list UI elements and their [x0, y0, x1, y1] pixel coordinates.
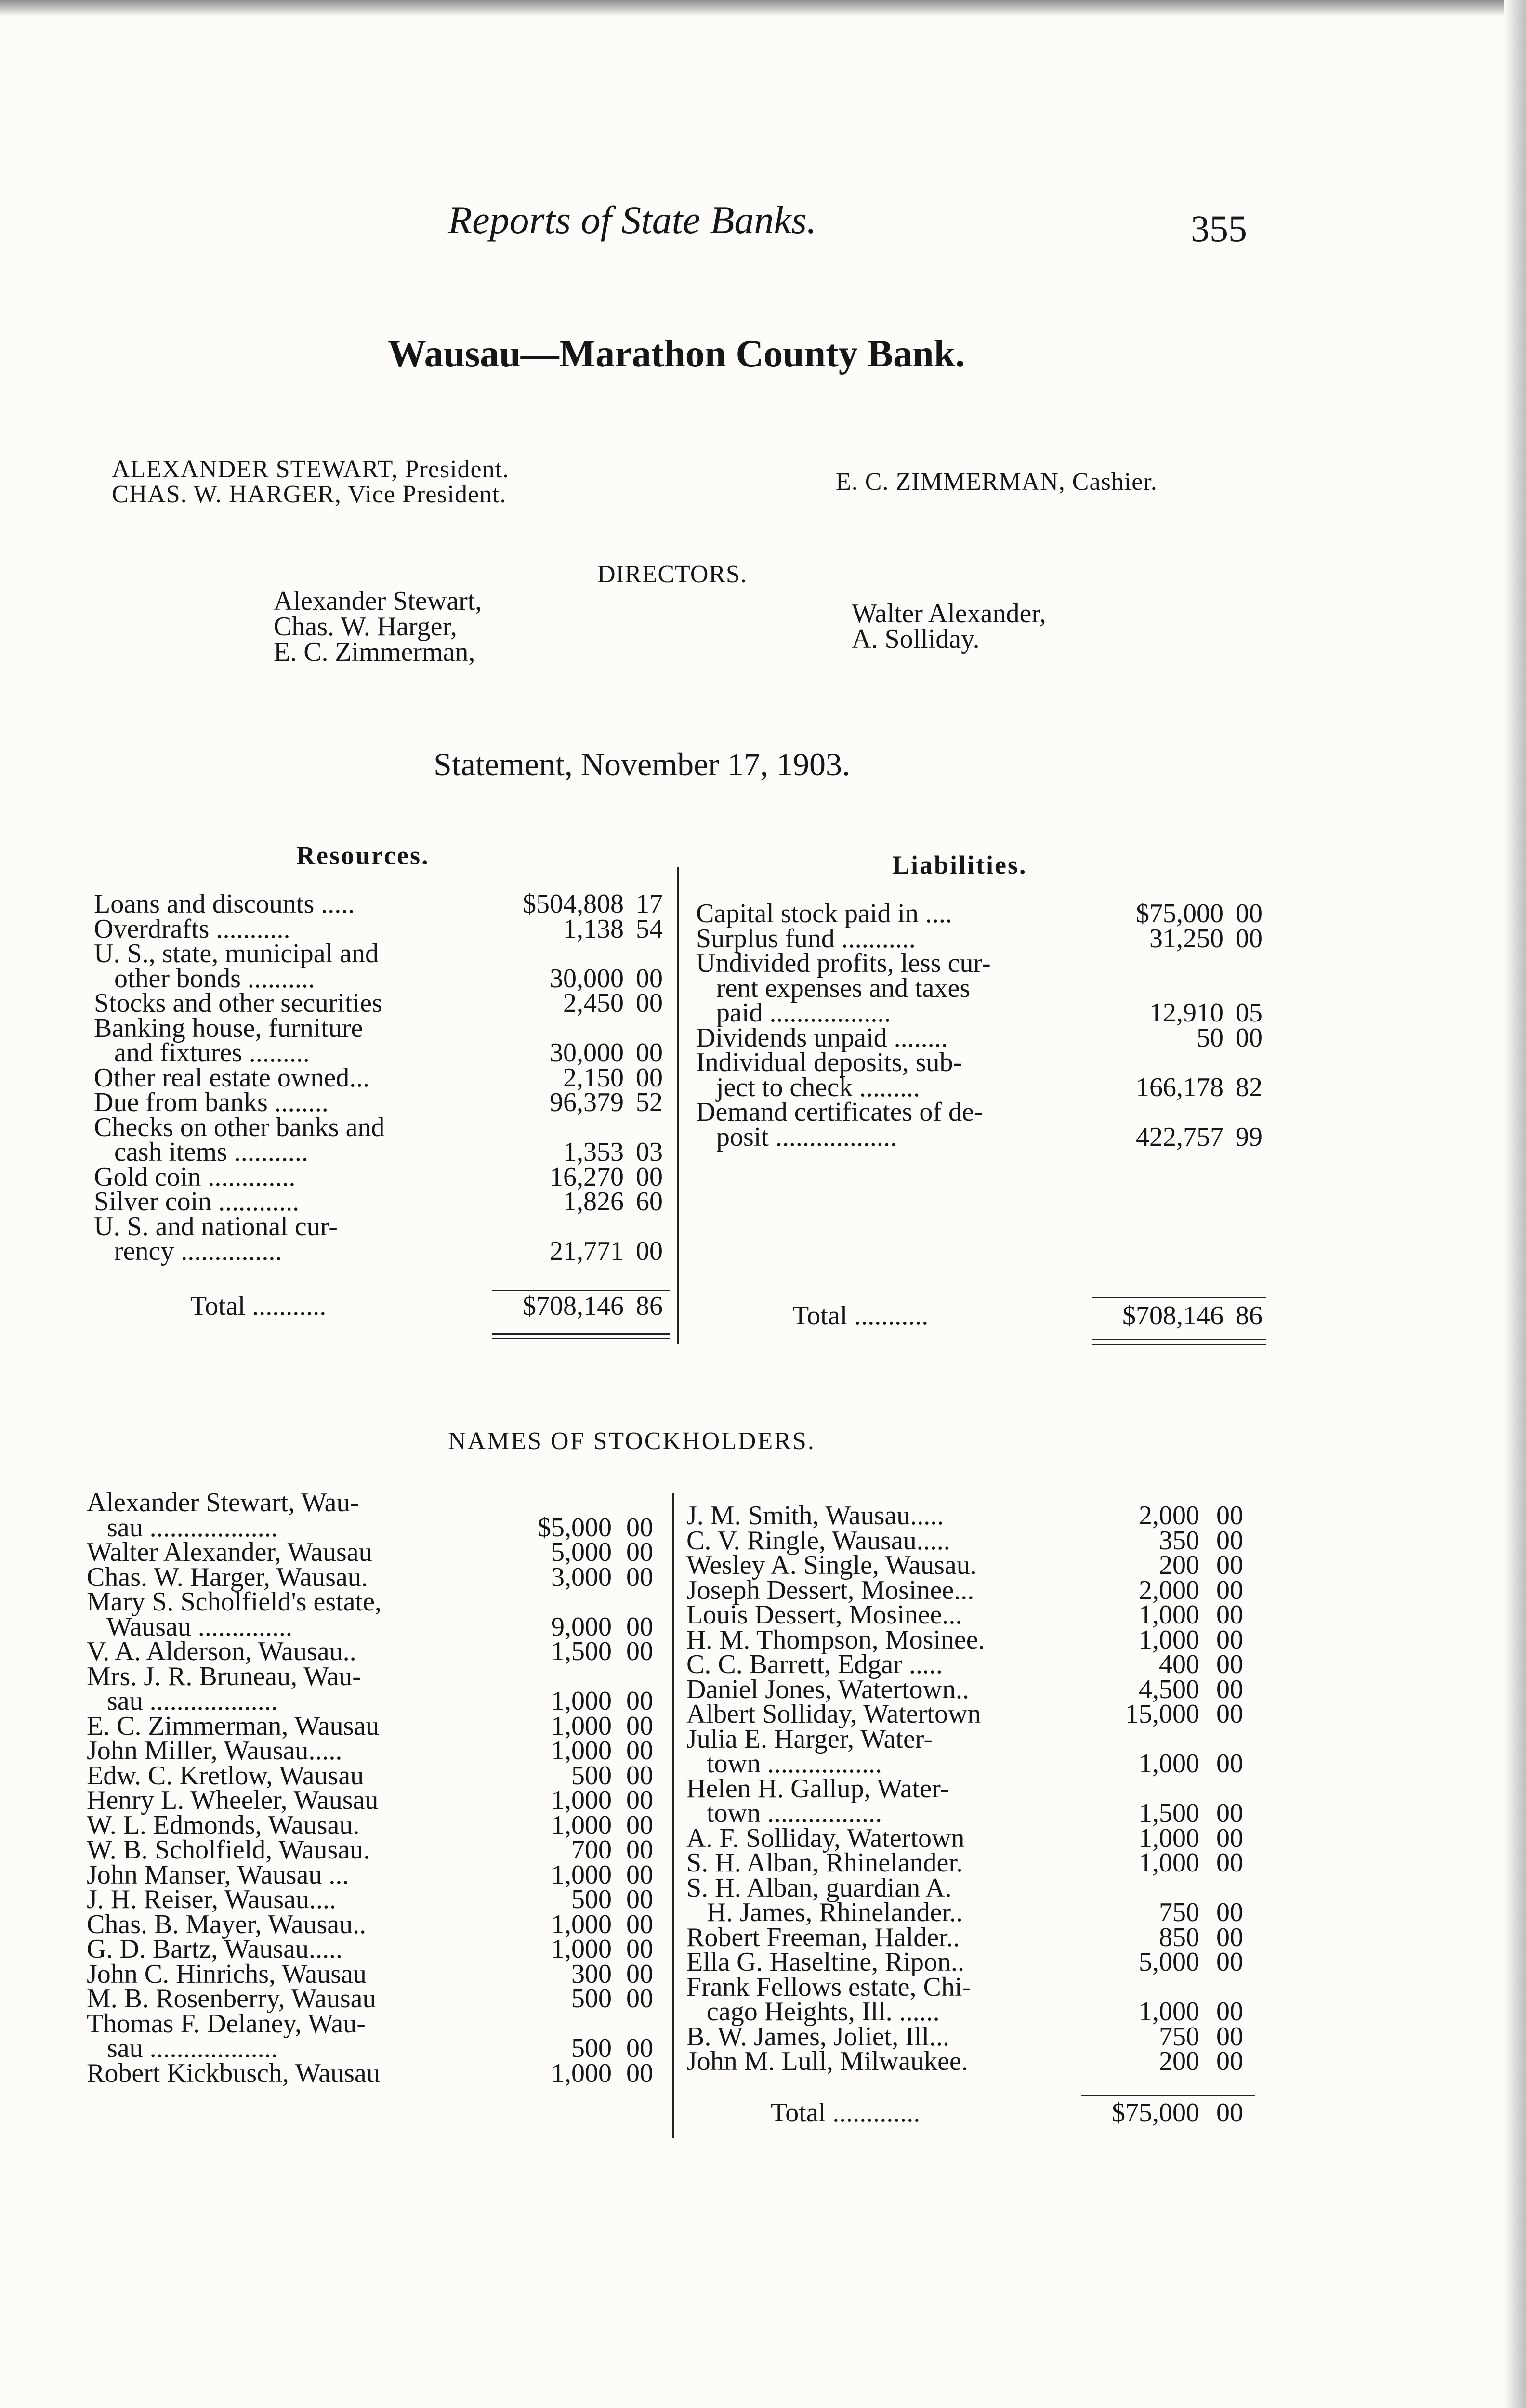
ledger-label: V. A. Alderson, Wausau.. [87, 1636, 356, 1666]
ledger-cents: 00 [626, 1859, 653, 1890]
ledger-row [696, 923, 1272, 954]
ledger-cents: 17 [636, 889, 663, 919]
ledger-dollars: 700 [571, 1835, 612, 1865]
ledger-label: M. B. Rosenberry, Wausau [87, 1984, 376, 2014]
ledger-row [94, 1013, 674, 1043]
ledger-row [94, 1162, 674, 1192]
ledger-dollars: 96,379 [550, 1087, 624, 1117]
ledger-label: J. M. Smith, Wausau..... [686, 1501, 944, 1531]
ledger-dollars: 50 [1197, 1022, 1223, 1053]
ledger-cents: 52 [636, 1087, 663, 1117]
ledger-label: John Miller, Wausau..... [87, 1736, 342, 1766]
ledger-label: cago Heights, Ill. ...... [686, 1997, 940, 2027]
ledger-dollars: 1,000 [551, 1736, 612, 1766]
ledger-dollars: 5,000 [551, 1537, 612, 1567]
ledger-cents: 00 [626, 1636, 653, 1666]
ledger-label: Henry L. Wheeler, Wausau [87, 1785, 379, 1815]
ledger-label: Chas. W. Harger, Wausau. [87, 1562, 368, 1592]
ledger-dollars: 850 [1159, 1922, 1199, 1952]
ledger-dollars: 1,000 [551, 1810, 612, 1840]
ledger-label: E. C. Zimmerman, Wausau [87, 1711, 380, 1741]
directors-left [274, 586, 482, 667]
statement-column-rule [677, 867, 679, 1344]
ledger-row [87, 1512, 665, 1543]
ledger-dollars: 1,000 [551, 1686, 612, 1716]
ledger-dollars: 500 [571, 1984, 612, 2014]
ledger-label: C. C. Barrett, Edgar ..... [686, 1649, 943, 1679]
ledger-dollars: 500 [571, 2033, 612, 2063]
ledger-dollars: 1,000 [551, 1859, 612, 1890]
ledger-row [94, 963, 674, 994]
ledger-label: Loans and discounts ..... [94, 889, 355, 919]
director-name: A. Solliday. [852, 624, 980, 654]
bank-title: Wausau—Marathon County Bank. [388, 333, 965, 375]
liabilities-total-dollars: $708,146 [1122, 1301, 1223, 1331]
ledger-dollars: 1,000 [551, 1934, 612, 1964]
ledger-label: rent expenses and taxes [696, 973, 971, 1003]
ledger-label: Chas. B. Mayer, Wausau.. [87, 1909, 367, 1939]
ledger-cents: 00 [1236, 1022, 1263, 1053]
ledger-row [87, 1487, 665, 1518]
ledger-row [87, 1586, 665, 1617]
ledger-row [87, 1983, 665, 2014]
director-name: Walter Alexander, [852, 599, 1046, 628]
ledger-row [87, 1760, 665, 1791]
directors-right [852, 601, 1046, 652]
ledger-dollars: 4,500 [1139, 1674, 1199, 1704]
ledger-dollars: 12,910 [1149, 998, 1223, 1028]
ledger-label: W. L. Edmonds, Wausau. [87, 1810, 360, 1840]
ledger-label: Robert Kickbusch, Wausau [87, 2058, 380, 2088]
ledger-row [94, 938, 674, 968]
resources-total-double-rule-a [492, 1333, 670, 1335]
ledger-cents: 00 [636, 988, 663, 1018]
ledger-row [686, 1897, 1272, 1927]
ledger-dollars: 1,000 [1139, 1600, 1199, 1630]
ledger-label: town ................. [686, 1798, 882, 1828]
stockholders-column-rule [672, 1493, 674, 2138]
ledger-row [686, 1823, 1272, 1853]
ledger-cents: 00 [636, 1236, 663, 1266]
ledger-cents: 00 [1216, 1624, 1243, 1655]
ledger-cents: 54 [636, 914, 663, 944]
ledger-cents: 00 [1216, 2021, 1243, 2052]
ledger-row [94, 1062, 674, 1093]
ledger-cents: 00 [1216, 1525, 1243, 1556]
ledger-cents: 00 [1216, 2046, 1243, 2076]
ledger-row [686, 1798, 1272, 1828]
ledger-cents: 00 [626, 1959, 653, 1989]
ledger-row [686, 1922, 1272, 1952]
ledger-cents: 00 [1236, 923, 1263, 954]
ledger-label: G. D. Bartz, Wausau..... [87, 1934, 343, 1964]
ledger-row [94, 1236, 674, 1266]
ledger-cents: 00 [636, 963, 663, 994]
ledger-label: Daniel Jones, Watertown.. [686, 1674, 969, 1704]
ledger-label: Dividends unpaid ........ [696, 1022, 948, 1053]
ledger-cents: 60 [636, 1187, 663, 1217]
ledger-row [686, 1996, 1272, 2027]
ledger-dollars: 1,000 [551, 1711, 612, 1741]
ledger-label: Ella G. Haseltine, Ripon.. [686, 1947, 965, 1977]
ledger-dollars: 30,000 [550, 963, 624, 994]
ledger-label: Capital stock paid in .... [696, 899, 952, 929]
ledger-cents: 05 [1236, 998, 1263, 1028]
ledger-row [87, 1562, 665, 1592]
ledger-cents: 00 [636, 1062, 663, 1093]
resources-total-dollars: $708,146 [523, 1291, 624, 1321]
director-name: Chas. W. Harger, [274, 612, 457, 641]
ledger-label: Individual deposits, sub- [696, 1047, 962, 1077]
liabilities-heading: Liabilities. [892, 851, 1027, 879]
ledger-dollars: 200 [1159, 1550, 1199, 1580]
ledger-dollars: 2,450 [563, 988, 624, 1018]
resources-heading: Resources. [296, 841, 430, 870]
ledger-label: Mrs. J. R. Bruneau, Wau- [87, 1661, 361, 1691]
ledger-label: U. S. and national cur- [94, 1211, 338, 1242]
ledger-row [87, 1686, 665, 1716]
ledger-label: Frank Fellows estate, Chi- [686, 1972, 972, 2002]
ledger-row [94, 1186, 674, 1217]
liabilities-total-row [696, 1300, 1272, 1329]
ledger-dollars: 9,000 [551, 1611, 612, 1642]
ledger-row [87, 1959, 665, 1989]
ledger-row [87, 1611, 665, 1642]
liabilities-total-label: Total ........... [792, 1301, 929, 1331]
ledger-row [686, 2046, 1272, 2076]
ledger-row [686, 1674, 1272, 1704]
ledger-label: John Manser, Wausau ... [87, 1859, 349, 1890]
resources-total-row [94, 1291, 674, 1320]
ledger-label: Stocks and other securities [94, 988, 382, 1018]
ledger-label: John M. Lull, Milwaukee. [686, 2046, 968, 2076]
resources-total-double-rule-b [492, 1338, 670, 1339]
ledger-dollars: 1,000 [551, 1785, 612, 1815]
ledger-cents: 00 [1216, 1600, 1243, 1630]
ledger-row [94, 1087, 674, 1117]
ledger-label: Other real estate owned... [94, 1062, 370, 1093]
ledger-dollars: 2,150 [563, 1062, 624, 1093]
ledger-dollars: 15,000 [1125, 1699, 1199, 1729]
ledger-row [87, 1735, 665, 1766]
ledger-cents: 00 [1236, 899, 1263, 929]
ledger-label: B. W. James, Joliet, Ill... [686, 2021, 949, 2052]
ledger-row [696, 1072, 1272, 1102]
ledger-dollars: 1,000 [551, 2058, 612, 2088]
ledger-row [87, 1909, 665, 1939]
page-number: 355 [1191, 208, 1247, 249]
ledger-row [87, 1859, 665, 1890]
resources-total-cents: 86 [636, 1291, 663, 1321]
ledger-cents: 00 [1216, 1699, 1243, 1729]
ledger-cents: 00 [636, 1038, 663, 1068]
ledger-cents: 00 [1216, 1922, 1243, 1952]
ledger-dollars: 21,771 [550, 1236, 624, 1266]
ledger-dollars: 750 [1159, 1898, 1199, 1927]
ledger-cents: 82 [1236, 1072, 1263, 1102]
ledger-label: Surplus fund ........... [696, 923, 916, 954]
ledger-row [686, 1724, 1272, 1754]
ledger-cents: 00 [1216, 1848, 1243, 1878]
ledger-label: H. M. Thompson, Mosinee. [686, 1624, 985, 1655]
ledger-cents: 00 [626, 1835, 653, 1865]
ledger-label: sau ................... [87, 2033, 278, 2063]
ledger-cents: 00 [1216, 1898, 1243, 1927]
ledger-cents: 00 [626, 1785, 653, 1815]
ledger-row [94, 914, 674, 944]
ledger-cents: 00 [1216, 1501, 1243, 1531]
ledger-row [696, 898, 1272, 929]
ledger-row [696, 948, 1272, 978]
ledger-cents: 00 [1216, 1749, 1243, 1779]
ledger-cents: 00 [626, 1810, 653, 1840]
ledger-dollars: 1,000 [1139, 1749, 1199, 1779]
ledger-cents: 00 [626, 1611, 653, 1642]
ledger-label: Checks on other banks and [94, 1112, 385, 1142]
directors-heading: DIRECTORS. [597, 561, 747, 588]
ledger-row [87, 1810, 665, 1840]
ledger-label: Thomas F. Delaney, Wau- [87, 2008, 366, 2039]
stockholders-total-rule [1081, 2095, 1255, 2096]
ledger-dollars: 2,000 [1139, 1501, 1199, 1531]
ledger-label: Albert Solliday, Watertown [686, 1699, 981, 1729]
ledger-row [94, 1137, 674, 1167]
ledger-cents: 00 [626, 1984, 653, 2014]
ledger-dollars: 5,000 [1139, 1947, 1199, 1977]
ledger-cents: 00 [1216, 1649, 1243, 1679]
ledger-label: rency ............... [94, 1236, 282, 1266]
ledger-label: posit .................. [696, 1122, 897, 1152]
ledger-label: paid .................. [696, 998, 891, 1028]
ledger-row [94, 1112, 674, 1142]
page-edge-top [0, 0, 1526, 16]
ledger-label: C. V. Ringle, Wausau..... [686, 1525, 950, 1556]
ledger-cents: 00 [1216, 1575, 1243, 1605]
ledger-dollars: $75,000 [1136, 899, 1223, 929]
ledger-dollars: 1,500 [551, 1636, 612, 1666]
officer-cashier: E. C. ZIMMERMAN, Cashier. [836, 468, 1158, 496]
ledger-label: A. F. Solliday, Watertown [686, 1823, 965, 1853]
ledger-dollars: 3,000 [551, 1562, 612, 1592]
ledger-row [686, 1599, 1272, 1630]
ledger-cents: 00 [626, 1537, 653, 1567]
ledger-dollars: 400 [1159, 1649, 1199, 1679]
ledger-cents: 00 [626, 2058, 653, 2088]
ledger-row [686, 1972, 1272, 2002]
ledger-row [696, 1097, 1272, 1127]
officer-vice-president: CHAS. W. HARGER, Vice President. [112, 481, 507, 508]
ledger-row [87, 1785, 665, 1815]
ledger-cents: 00 [626, 1512, 653, 1543]
ledger-dollars: 350 [1159, 1525, 1199, 1556]
ledger-cents: 00 [1216, 1674, 1243, 1704]
ledger-row [94, 889, 674, 919]
ledger-cents: 00 [626, 1934, 653, 1964]
ledger-row [686, 1773, 1272, 1804]
ledger-cents: 00 [636, 1162, 663, 1192]
ledger-label: Silver coin ............ [94, 1187, 300, 1217]
ledger-row [94, 988, 674, 1018]
ledger-cents: 00 [626, 1711, 653, 1741]
ledger-label: Helen H. Gallup, Water- [686, 1773, 949, 1804]
ledger-dollars: 1,000 [551, 1909, 612, 1939]
ledger-label: Gold coin ............. [94, 1162, 296, 1192]
ledger-label: Overdrafts ........... [94, 914, 290, 944]
liabilities-total-cents: 86 [1236, 1301, 1263, 1331]
ledger-label: Demand certificates of de- [696, 1097, 983, 1127]
resources-total-label: Total ........... [190, 1291, 327, 1321]
ledger-label: Banking house, furniture [94, 1013, 363, 1043]
ledger-row [686, 1872, 1272, 1903]
stockholders-total-dollars: $75,000 [1112, 2098, 1199, 2128]
ledger-cents: 00 [1216, 1550, 1243, 1580]
ledger-dollars: 750 [1159, 2021, 1199, 2052]
running-header: Reports of State Banks. [448, 198, 817, 242]
ledger-label: Wausau .............. [87, 1611, 292, 1642]
ledger-dollars: 1,000 [1139, 1848, 1199, 1878]
liabilities-total-rule [1092, 1297, 1266, 1298]
ledger-row [686, 1649, 1272, 1679]
ledger-row [87, 2008, 665, 2039]
ledger-label: Louis Dessert, Mosinee... [686, 1600, 962, 1630]
ledger-dollars: 2,000 [1139, 1575, 1199, 1605]
ledger-row [686, 1624, 1272, 1655]
ledger-row [94, 1211, 674, 1242]
ledger-row [94, 1037, 674, 1068]
ledger-row [87, 2058, 665, 2088]
ledger-row [696, 973, 1272, 1003]
stockholders-heading: NAMES OF STOCKHOLDERS. [448, 1427, 816, 1455]
ledger-label: S. H. Alban, Rhinelander. [686, 1848, 963, 1878]
ledger-label: other bonds .......... [94, 963, 315, 994]
ledger-row [686, 1575, 1272, 1605]
ledger-label: Due from banks ........ [94, 1087, 329, 1117]
ledger-label: Walter Alexander, Wausau [87, 1537, 372, 1567]
ledger-dollars: $5,000 [538, 1512, 612, 1543]
ledger-label: Robert Freeman, Halder.. [686, 1922, 960, 1952]
ledger-dollars: 500 [571, 1760, 612, 1791]
ledger-row [686, 1525, 1272, 1556]
ledger-label: John C. Hinrichs, Wausau [87, 1959, 367, 1989]
ledger-row [87, 2033, 665, 2063]
ledger-label: Alexander Stewart, Wau- [87, 1488, 359, 1518]
ledger-row [686, 1550, 1272, 1580]
ledger-label: J. H. Reiser, Wausau.... [87, 1885, 336, 1914]
ledger-cents: 00 [626, 1686, 653, 1716]
ledger-label: sau ................... [87, 1686, 278, 1716]
ledger-label: Undivided profits, less cur- [696, 948, 991, 978]
ledger-row [686, 1699, 1272, 1729]
stockholders-total-label: Total ............. [771, 2098, 921, 2128]
ledger-dollars: 30,000 [550, 1038, 624, 1068]
ledger-cents: 99 [1236, 1122, 1263, 1152]
ledger-dollars: 300 [571, 1959, 612, 1989]
ledger-row [696, 1122, 1272, 1152]
ledger-cents: 00 [626, 1909, 653, 1939]
ledger-dollars: 1,500 [1139, 1798, 1199, 1828]
stockholders-total-cents: 00 [1216, 2098, 1243, 2128]
ledger-row [696, 1022, 1272, 1053]
ledger-cents: 00 [626, 1885, 653, 1914]
liabilities-total-double-rule-b [1092, 1344, 1266, 1345]
ledger-label: U. S., state, municipal and [94, 939, 379, 968]
ledger-row [87, 1834, 665, 1865]
ledger-dollars: 1,138 [563, 914, 624, 944]
ledger-label: H. James, Rhinelander.. [686, 1898, 963, 1927]
ledger-dollars: 200 [1159, 2046, 1199, 2076]
director-name: Alexander Stewart, [274, 586, 482, 616]
ledger-cents: 00 [626, 1760, 653, 1791]
ledger-label: Mary S. Scholfield's estate, [87, 1587, 382, 1617]
ledger-row [87, 1884, 665, 1914]
ledger-dollars: 31,250 [1149, 923, 1223, 954]
stockholders-total-row [686, 2097, 1272, 2126]
ledger-cents: 00 [1216, 1798, 1243, 1828]
ledger-cents: 00 [626, 2033, 653, 2063]
ledger-row [87, 1711, 665, 1741]
ledger-label: sau ................... [87, 1512, 278, 1543]
ledger-label: S. H. Alban, guardian A. [686, 1872, 952, 1903]
ledger-row [686, 1847, 1272, 1878]
ledger-label: town ................. [686, 1749, 882, 1779]
ledger-cents: 00 [1216, 1823, 1243, 1853]
statement-date: Statement, November 17, 1903. [434, 746, 850, 783]
ledger-label: W. B. Scholfield, Wausau. [87, 1835, 370, 1865]
ledger-row [686, 1748, 1272, 1779]
ledger-dollars: 166,178 [1136, 1072, 1223, 1102]
liabilities-total-double-rule-a [1092, 1339, 1266, 1340]
page-edge-right [1504, 0, 1526, 2408]
ledger-row [686, 1500, 1272, 1531]
ledger-row [87, 1934, 665, 1964]
ledger-label: Wesley A. Single, Wausau. [686, 1550, 977, 1580]
ledger-label: and fixtures ......... [94, 1038, 310, 1068]
officer-president: ALEXANDER STEWART, President. [112, 456, 510, 483]
ledger-cents: 03 [636, 1137, 663, 1167]
ledger-cents: 00 [1216, 1947, 1243, 1977]
ledger-row [87, 1537, 665, 1567]
ledger-row [696, 1047, 1272, 1077]
ledger-label: Joseph Dessert, Mosinee... [686, 1575, 974, 1605]
ledger-label: ject to check ......... [696, 1072, 920, 1102]
ledger-cents: 00 [626, 1736, 653, 1766]
ledger-label: Julia E. Harger, Water- [686, 1724, 933, 1754]
ledger-row [87, 1636, 665, 1666]
ledger-dollars: 16,270 [550, 1162, 624, 1192]
ledger-cents: 00 [626, 1562, 653, 1592]
ledger-label: cash items ........... [94, 1137, 308, 1167]
ledger-label: Edw. C. Kretlow, Wausau [87, 1760, 364, 1791]
ledger-dollars: 1,000 [1139, 1624, 1199, 1655]
ledger-dollars: 1,000 [1139, 1823, 1199, 1853]
ledger-dollars: 1,000 [1139, 1997, 1199, 2027]
ledger-dollars: 1,353 [563, 1137, 624, 1167]
director-name: E. C. Zimmerman, [274, 637, 475, 667]
ledger-row [87, 1661, 665, 1691]
ledger-dollars: $504,808 [523, 889, 624, 919]
ledger-dollars: 422,757 [1136, 1122, 1223, 1152]
ledger-dollars: 500 [571, 1885, 612, 1914]
ledger-row [686, 2021, 1272, 2052]
ledger-cents: 00 [1216, 1997, 1243, 2027]
ledger-dollars: 1,826 [563, 1187, 624, 1217]
ledger-row [696, 997, 1272, 1028]
ledger-row [686, 1947, 1272, 1977]
